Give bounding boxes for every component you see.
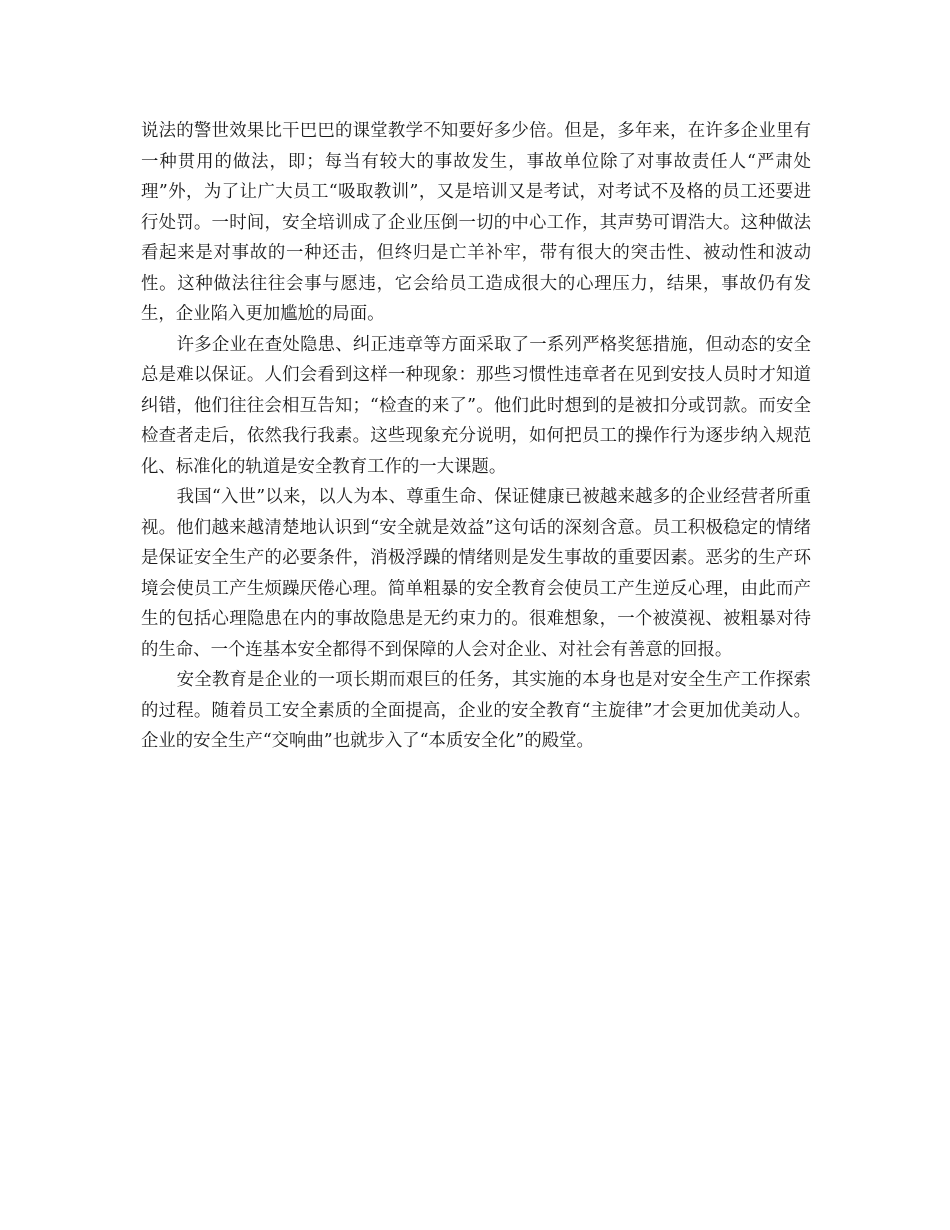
paragraph-1: 说法的警世效果比干巴巴的课堂教学不知要好多少倍。但是，多年来，在许多企业里有一种贯用的做法，即；每当有较大的事故发生，事故单位除了对事故责任人“严肃处理”外，为了让广大员工“吸取教训”，又是培训又是考试，对考试不及格的员工还要进行处罚。一时间，安全培训成了企业压倒一切的中心工作，其声势可谓浩大。这种做法看起来是对事故的一种还击，但终归是亡羊补牢，带有很大的突击性、被动性和波动性。这种做法往往会事与愿违，它会给员工造成很大的心理压力，结果，事故仍有发生，企业陷入更加尴尬的局面。: [141, 121, 811, 324]
document-body: [141, 116, 811, 757]
paragraph-4: 安全教育是企业的一项长期而艰巨的任务，其实施的本身也是对安全生产工作探索的过程。随着员工安全素质的全面提高，企业的安全教育“主旋律”才会更加优美动人。企业的安全生产“交响曲”也就步入了“本质安全化”的殿堂。: [141, 670, 811, 751]
paragraph-3: 我国“入世”以来，以人为本、尊重生命、保证健康已被越来越多的企业经营者所重视。他们越来越清楚地认识到“安全就是效益”这句话的深刻含意。员工积极稳定的情绪是保证安全生产的必要条件，消极浮躁的情绪则是发生事故的重要因素。恶劣的生产环境会使员工产生烦躁厌倦心理。简单粗暴的安全教育会使员工产生逆反心理，由此而产生的包括心理隐患在内的事故隐患是无约束力的。很难想象，一个被漠视、被粗暴对待的生命、一个连基本安全都得不到保障的人会对企业、对社会有善意的回报。: [141, 487, 811, 660]
paragraph-2: 许多企业在查处隐患、纠正违章等方面采取了一系列严格奖惩措施，但动态的安全总是难以保证。人们会看到这样一种现象：那些习惯性违章者在见到安技人员时才知道纠错，他们往往会相互告知；“检查的来了”。他们此时想到的是被扣分或罚款。而安全检查者走后，依然我行我素。这些现象充分说明，如何把员工的操作行为逐步纳入规范化、标准化的轨道是安全教育工作的一大课题。: [141, 334, 811, 477]
